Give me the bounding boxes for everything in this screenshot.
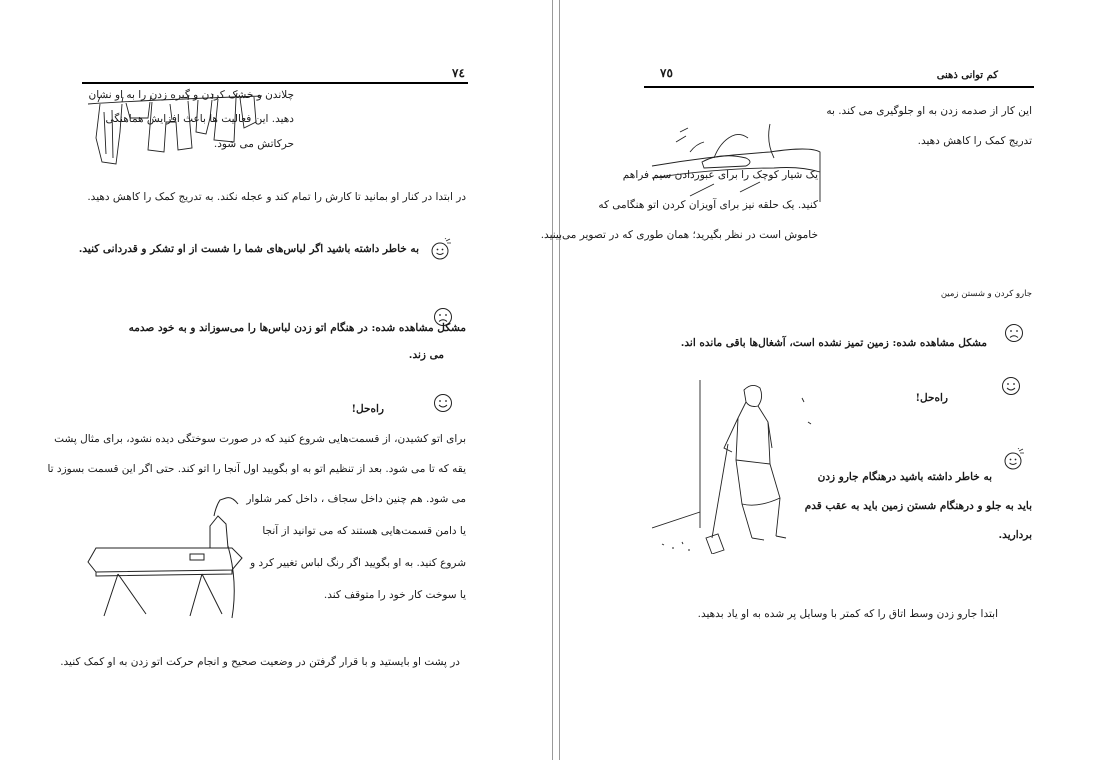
ironing-board-illustration (82, 496, 262, 620)
solution-line2: یقه که تا می شود. بعد از تنظیم اتو به او بگویید اول آنجا را اتو کند. حتی اگر این قسمت بسوزد تا (47, 463, 466, 475)
page-number: ٧٤ (452, 66, 465, 80)
solution-line5: شروع کنید. به او بگویید اگر رنگ لباس تغییر کرد و (250, 557, 466, 569)
final-instruction: در پشت او بایستید و با قرار گرفتن در وضعیت صحیح و انجام حرکت اتو زدن به او کمک کنید. (60, 656, 460, 668)
para1-line3: حرکاتش می شود. (213, 138, 294, 150)
para1-line2: دهید. این فعالیت ها باعث افزایش هماهنگی (105, 113, 294, 125)
right-page (540, 0, 1111, 760)
problem-statement: مشکل مشاهده شده: زمین تمیز نشده است، آشغال‌ها باقی مانده اند. (680, 337, 987, 349)
solution-line3: می شود. هم چنین داخل سجاف ، داخل کمر شلوار (246, 493, 466, 505)
tip-line1: به خاطر داشته باشید درهنگام جارو زدن (817, 471, 992, 483)
tip-remember-thank: به خاطر داشته باشید اگر لباس‌های شما را شست از او تشکر و قدردانی کنید. (78, 243, 419, 255)
section-heading: جارو کردن و شستن زمین (940, 289, 1032, 299)
tip-line3: بردارید. (998, 529, 1032, 541)
book-gutter (552, 0, 560, 760)
solution-line1: برای اتو کشیدن، از قسمت‌هایی شروع کنید که در صورت سوختگی دیده نشود، برای مثال پشت (54, 433, 466, 445)
problem-line2: می زند. (408, 349, 444, 361)
happy-face-icon (432, 392, 454, 414)
problem-line1: مشکل مشاهده شده: در هنگام اتو زدن لباس‌ها را می‌سوزاند و به خود صدمه (128, 322, 466, 334)
para2: در ابتدا در کنار او بمانید تا کارش را تمام کند و عجله نکند. به تدریج کمک را کاهش دهید. (87, 191, 466, 203)
para2-line3: خاموش است در نظر بگیرید؛ همان طوری که در تصویر می‌بینید. (540, 229, 818, 241)
solution-line4: یا دامن قسمت‌هایی هستند که می توانید از آنجا (262, 525, 466, 537)
para1-line1: چلاندن و خشک کردن و گیره زدن را به او نشان (88, 89, 294, 101)
left-page (0, 0, 552, 760)
iron-hanging-illustration (650, 122, 822, 204)
clothesline-illustration (86, 92, 264, 170)
happy-face-icon (1000, 375, 1022, 397)
para1-line2: تدریج کمک را کاهش دهید. (917, 135, 1032, 147)
page-number: ٧٥ (660, 66, 673, 80)
lightbulb-smiley-icon (1003, 448, 1025, 470)
header-rule (82, 82, 468, 84)
woman-sweeping-illustration (652, 378, 828, 554)
solution-line6: یا سوخت کار خود را متوقف کند. (323, 589, 466, 601)
tip-line2: باید به جلو و درهنگام شستن زمین باید به عقب قدم (804, 500, 1032, 512)
para1-line1: این کار از صدمه زدن به او جلوگیری می کند. به (826, 105, 1032, 117)
solution-label: راه‌حل! (915, 392, 948, 404)
solution-label: راه‌حل! (351, 403, 384, 415)
para2-line1: یک شیار کوچک را برای عبوردادن سیم فراهم (622, 169, 818, 181)
header-rule (644, 86, 1034, 88)
sad-face-icon (1003, 322, 1025, 344)
para2-line2: کنید. یک حلقه نیز برای آویزان کردن اتو هنگامی که (598, 199, 818, 211)
lightbulb-smiley-icon (430, 238, 452, 260)
final-instruction: ابتدا جارو زدن وسط اتاق را که کمتر با وسایل پر شده به او یاد بدهید. (697, 608, 998, 620)
header-title: کم توانی ذهنی (936, 70, 998, 81)
